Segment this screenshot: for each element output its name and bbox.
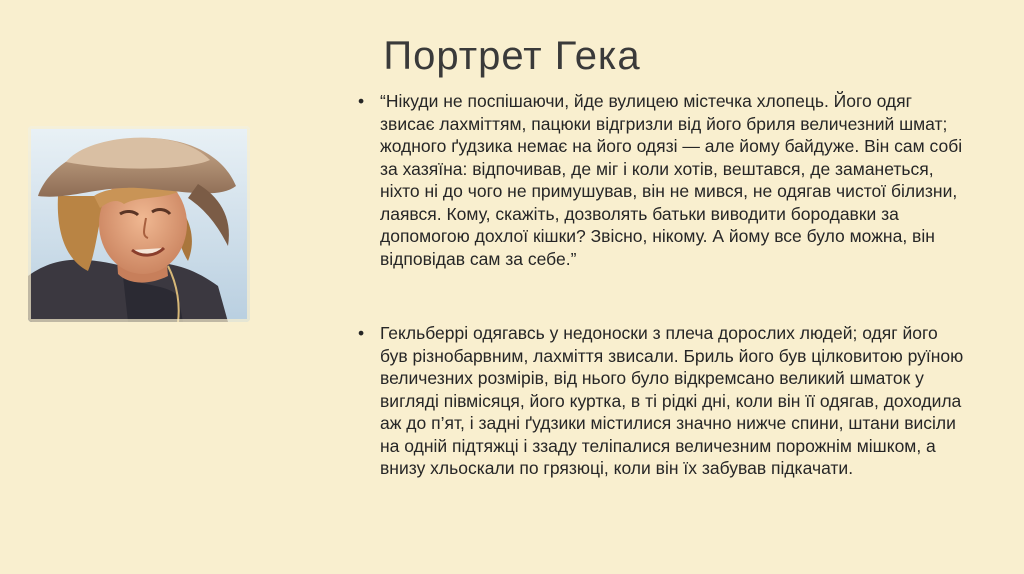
bullet-text: “Нікуди не поспішаючи, йде вулицею містечка хлопець. Його одяг звисає лахміттям, пацюки відгризли від його бриля величезний шмат; жодного ґудзика немає на його одязі — але йому байдуже. Він сам собі за хазяїна: відпочивав, де міг і коли хотів, вештався, де заманеться, ніхто ні до чого не примушував, він не мився, не одягав чистої білизни, лаявся. Кому, скажіть, дозволять батьки виводити бородавки за допомогою дохлої кішки? Звісно, нікому. А йому все було можна, він відповідав сам за себе.”: [380, 91, 963, 269]
portrait-photo: [28, 126, 250, 322]
slide-title-text: Портрет Гека: [383, 34, 641, 78]
portrait-image: [28, 126, 250, 322]
bullet-item-quote: [356, 90, 966, 270]
slide-title: [0, 34, 1024, 79]
bullet-list: [356, 90, 966, 480]
bullet-marker: •: [358, 91, 365, 111]
bullet-text: Гекльберрі одягавсь у недоноски з плеча дорослих людей; одяг його був різнобарвним, лахміття звисали. Бриль його був цілковитою руїною величезних розмірів, від нього було відкремсано великий шматок у вигляді півмісяця, його куртка, в ті рідкі дні, коли він її одягав, доходила аж до п’ят, і задні ґудзики містилися значно нижче спини, штани висіли на одній підтяжці і ззаду теліпалися величезним порожнім мішком, а внизу хльоскали по грязюці, коли він їх забував підкачати.: [380, 323, 964, 478]
bullet-marker: •: [358, 323, 365, 343]
bullet-item-description: [356, 322, 966, 480]
